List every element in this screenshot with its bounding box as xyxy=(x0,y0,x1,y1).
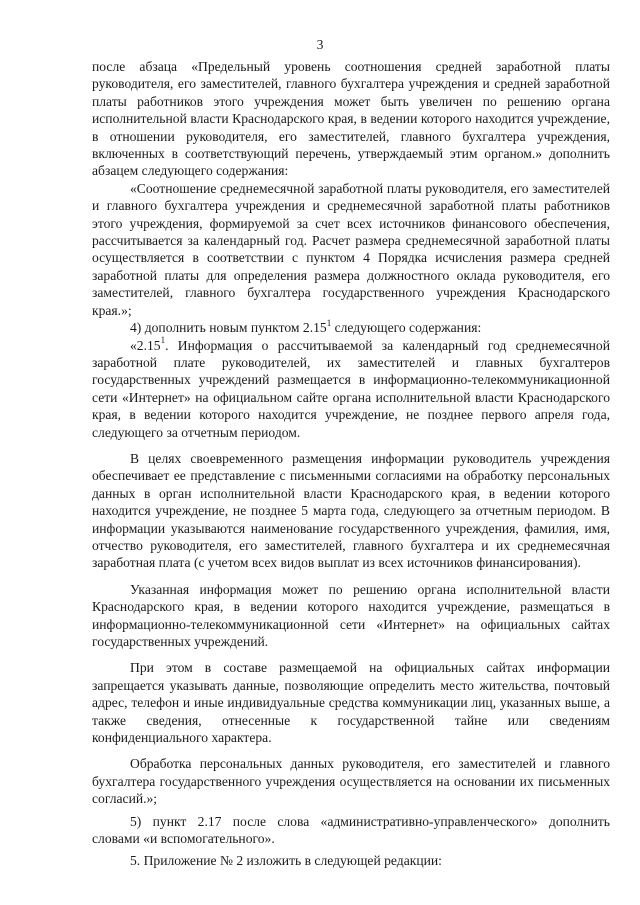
clause-text-before: 4) дополнить новым пунктом 2.15 xyxy=(130,320,327,336)
paragraph-salary-ratio: «Соотношение среднемесячной заработной платы руководителя, его заместителей и главного бухгалтера учреждения и среднемесячной заработной платы работников этого учреждения, формируемой за счет всех источников финансового обеспечения, рассчитывается за календарный год. Расчет размера среднемесячной заработной платы осуществляется в соответствии с пунктом 4 Порядка исчисления размера средней заработной платы для определения размера должностного оклада руководителя, его заместителей, главного бухгалтера государственного учреждения Краснодарского края.»; xyxy=(92,180,610,318)
document-body xyxy=(92,58,610,870)
clause-text-after: следующего содержания: xyxy=(331,320,482,336)
clause-number-text: «2.15 xyxy=(130,337,161,353)
paragraph-timely-placement: В целях своевременного размещения информации руководитель учреждения обеспечивает ее представление с письменными согласиями на обработку персональных данных в орган исполнительной власти Краснодарского края, в ведении которого находится учреждение, не позднее 5 марта года, следующего за отчетным периодом. В информации указываются наименование государственного учреждения, фамилия, имя, отчество руководителя, его заместителей, главного бухгалтера и их среднемесячная заработная плата (с учетом всех видов выплат из всех источников финансирования). xyxy=(92,450,610,571)
paragraph-add-clause xyxy=(92,319,610,336)
clause-number-superscript: 1 xyxy=(160,334,166,345)
paragraph-prohibited-data: При этом в составе размещаемой на официальных сайтах информации запрещается указывать данные, позволяющие определить место жительства, почтовый адрес, телефон и иные индивидуальные средства коммуникации лиц, указанных выше, а также сведения, отнесенные к государственной тайне или сведениям конфиденциального характера. xyxy=(92,660,610,746)
paragraph-clause-2-15-1 xyxy=(92,334,610,441)
paragraph-personal-data: Обработка персональных данных руководителя, его заместителей и главного бухгалтера государственного учреждения осуществляется на основании их письменных согласий.»; xyxy=(92,756,610,807)
clause-body-text: . Информация о рассчитываемой за календарный год среднемесячной заработной плате руководителей, их заместителей и главных бухгалтеров государственных учреждений размещается в информационно-телекоммуникационной сети «Интернет» на официальном сайте органа исполнительной власти Краснодарского края, в ведении которого находится учреждение, не позднее первого апреля года, следующего за отчетным периодом. xyxy=(92,337,610,440)
paragraph-amendment-intro: после абзаца «Предельный уровень соотношения средней заработной платы руководителя, его заместителей, главного бухгалтера учреждения и средней заработной платы работников этого учреждения может быть увеличен по решению органа исполнительной власти Краснодарского края, в ведении которого находится учреждение, в отношении руководителя, его заместителей, главного бухгалтера учреждения, включенных в соответствующий перечень, утверждаемый этим органом.» дополнить абзацем следующего содержания: xyxy=(92,59,610,179)
clause-superscript: 1 xyxy=(326,317,332,328)
paragraph-info-placement: Указанная информация может по решению органа исполнительной власти Краснодарского края, в ведении которого находится учреждение, размещаться в информационно-телекоммуникационной сети «Интернет» на официальных сайтах государственных учреждений. xyxy=(92,581,610,649)
page-number: 3 xyxy=(316,37,324,52)
paragraph-appendix-2: 5. Приложение № 2 изложить в следующей редакции: xyxy=(130,853,442,869)
paragraph-clause-2-17: 5) пункт 2.17 после слова «административно-управленческого» дополнить словами «и вспомогательного». xyxy=(92,813,610,847)
